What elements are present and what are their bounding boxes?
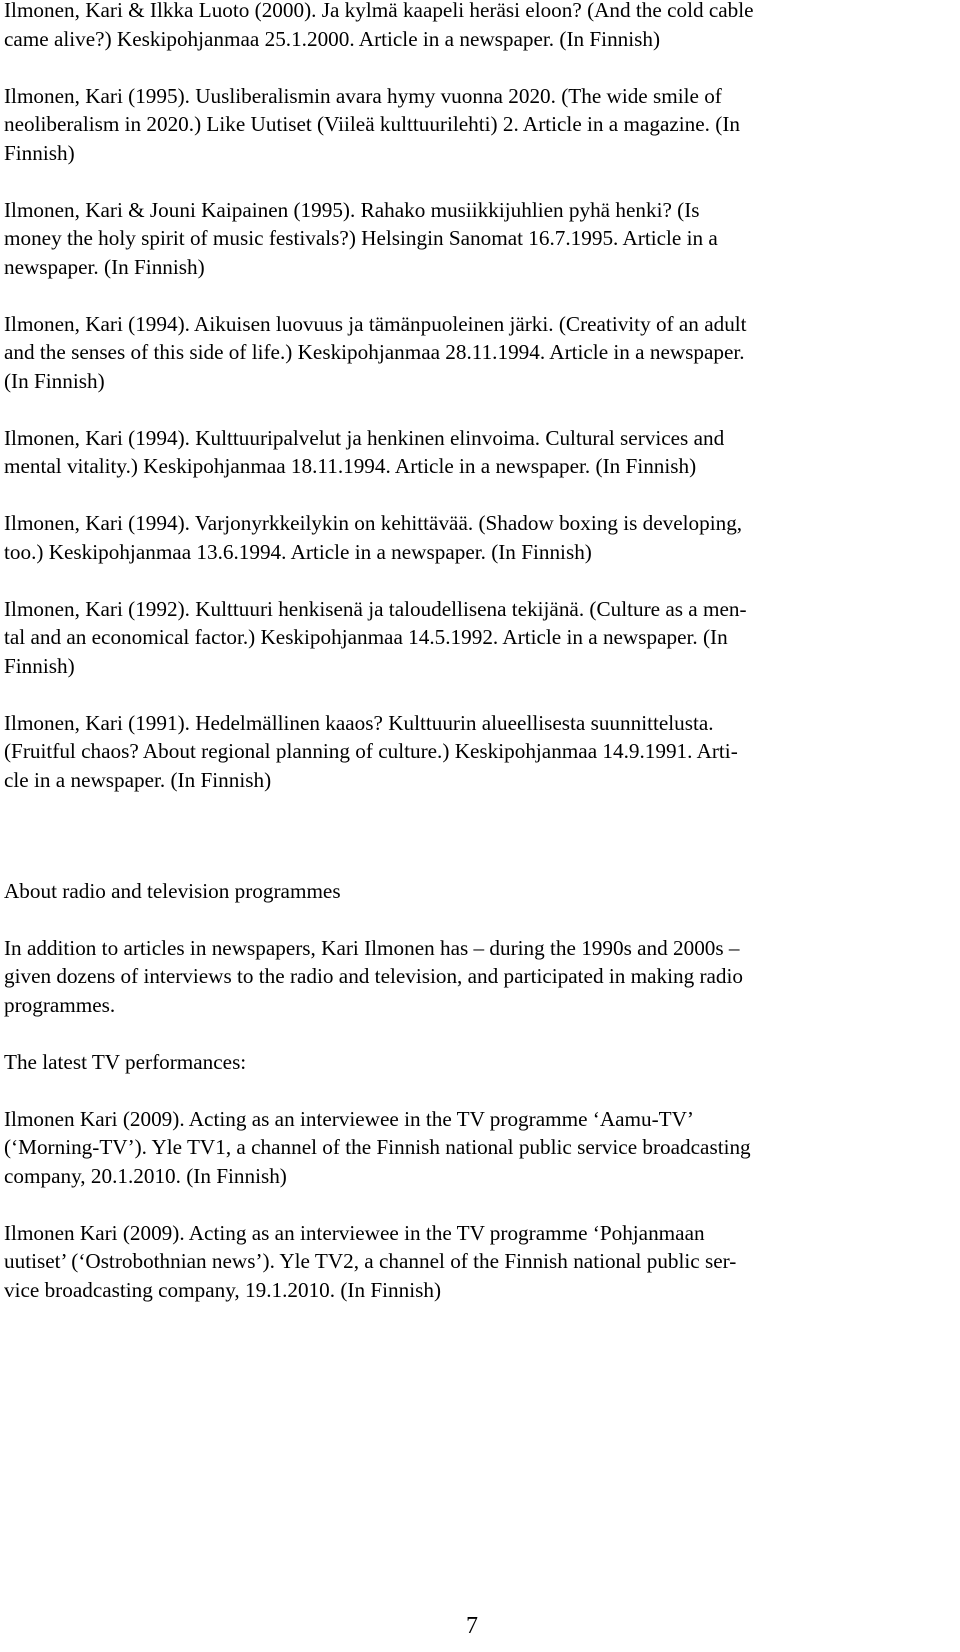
page-number: 7	[466, 1613, 478, 1639]
reference-line: neoliberalism in 2020.) Like Uutiset (Viileä kulttuurilehti) 2. Article in a magazine. (In	[4, 112, 740, 136]
performance-entry	[4, 1105, 924, 1191]
intro-line: In addition to articles in newspapers, Kari Ilmonen has – during the 1990s and 2000s –	[4, 935, 740, 960]
performance-line: Ilmonen Kari (2009). Acting as an interviewee in the TV programme ‘Aamu-TV’	[4, 1106, 694, 1131]
reference-line: cle in a newspaper. (In Finnish)	[4, 767, 272, 792]
section-heading: About radio and television programmes	[4, 878, 341, 903]
reference-line: Ilmonen, Kari (1994). Kulttuuripalvelut ja henkinen elinvoima. Cultural services and	[4, 425, 725, 450]
reference-line: and the senses of this side of life.) Keskipohjanmaa 28.11.1994. Article in a newspaper.	[4, 340, 745, 364]
reference-line: Ilmonen, Kari & Jouni Kaipainen (1995). Rahako musiikkijuhlien pyhä henki? (Is	[4, 197, 700, 222]
performance-line: company, 20.1.2010. (In Finnish)	[4, 1163, 287, 1188]
reference-entry	[4, 595, 924, 681]
reference-line: mental vitality.) Keskipohjanmaa 18.11.1994. Article in a newspaper. (In Finnish)	[4, 454, 697, 478]
intro-line: given dozens of interviews to the radio and television, and participated in making radio	[4, 964, 743, 988]
reference-entry	[4, 310, 924, 396]
reference-entry	[4, 82, 924, 168]
intro-line: programmes.	[4, 992, 116, 1017]
reference-line: money the holy spirit of music festivals?) Helsingin Sanomat 16.7.1995. Article in a	[4, 226, 718, 250]
reference-entry	[4, 424, 924, 481]
reference-line: Ilmonen, Kari (1994). Varjonyrkkeilykin on kehittävää. (Shadow boxing is developing,	[4, 511, 743, 535]
reference-line: Finnish)	[4, 140, 75, 165]
reference-entry	[4, 0, 924, 53]
reference-line: Ilmonen, Kari (1991). Hedelmällinen kaaos? Kulttuurin alueellisesta suunnittelusta.	[4, 710, 714, 735]
reference-line: came alive?) Keskipohjanmaa 25.1.2000. Article in a newspaper. (In Finnish)	[4, 26, 661, 51]
performance-line: Ilmonen Kari (2009). Acting as an interviewee in the TV programme ‘Pohjanmaan	[4, 1220, 705, 1245]
section-subheading: The latest TV performances:	[4, 1049, 247, 1074]
section-spacer	[4, 823, 924, 877]
performance-line: (‘Morning-TV’). Yle TV1, a channel of the Finnish national public service broadcasting	[4, 1135, 751, 1159]
reference-line: Ilmonen, Kari (1995). Uusliberalismin avara hymy vuonna 2020. (The wide smile of	[4, 83, 722, 108]
reference-entry	[4, 196, 924, 282]
section-intro	[4, 934, 924, 1020]
reference-line: Ilmonen, Kari (1994). Aikuisen luovuus ja tämänpuoleinen järki. (Creativity of an adult	[4, 311, 747, 336]
reference-line: newspaper. (In Finnish)	[4, 254, 205, 279]
reference-line: Ilmonen, Kari & Ilkka Luoto (2000). Ja kylmä kaapeli heräsi eloon? (And the cold cable	[4, 0, 754, 22]
reference-line: (Fruitful chaos? About regional planning of culture.) Keskipohjanmaa 14.9.1991. Arti-	[4, 739, 738, 763]
reference-line: tal and an economical factor.) Keskipohjanmaa 14.5.1992. Article in a newspaper. (In	[4, 625, 728, 649]
reference-line: Finnish)	[4, 653, 75, 678]
reference-entry	[4, 709, 924, 795]
reference-entry	[4, 509, 924, 566]
performance-entry	[4, 1219, 924, 1305]
reference-line: Ilmonen, Kari (1992). Kulttuuri henkisenä ja taloudellisena tekijänä. (Culture as a men-	[4, 596, 747, 621]
reference-line: (In Finnish)	[4, 368, 105, 393]
reference-line: too.) Keskipohjanmaa 13.6.1994. Article in a newspaper. (In Finnish)	[4, 539, 592, 564]
performance-line: uutiset’ (‘Ostrobothnian news’). Yle TV2, a channel of the Finnish national public ser-	[4, 1249, 737, 1273]
page-body	[4, 0, 924, 1333]
performance-line: vice broadcasting company, 19.1.2010. (In Finnish)	[4, 1277, 442, 1302]
